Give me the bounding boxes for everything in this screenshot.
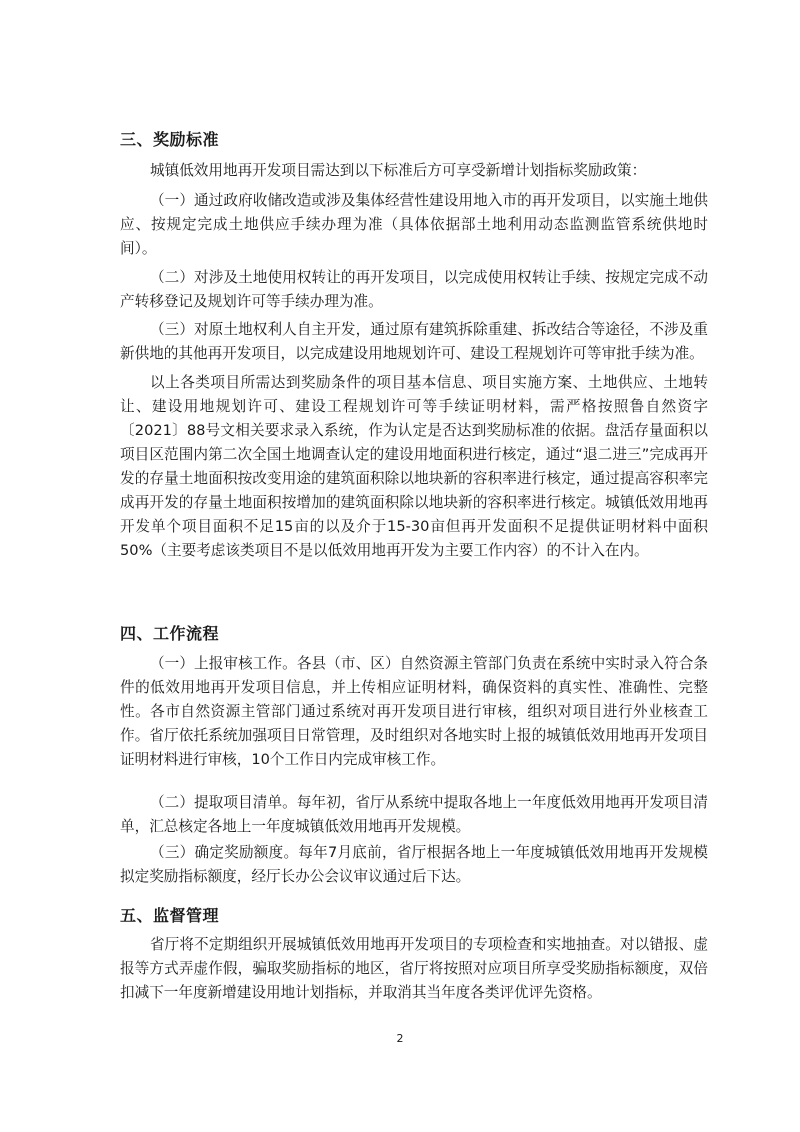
section-heading-workflow: 四、工作流程: [120, 624, 220, 643]
paragraph: （一）通过政府收储改造或涉及集体经营性建设用地入市的再开发项目，以实施土地供应、按规定完成土地供应手续办理为准（具体依据部土地利用动态监测监管系统供地时间）。: [120, 192, 708, 257]
paragraph: 以上各类项目所需达到奖励条件的项目基本信息、项目实施方案、土地供应、土地转让、建设用地规划许可、建设工程规划许可等手续证明材料，需严格按照鲁自然资字〔2021〕88号文相关要求录入系统，作为认定是否达到奖励标准的依据。盘活存量面积以项目区范围内第二次全国土地调查认定的建设用地面积进行核定，通过“退二进三”完成再开发的存量土地面积按改变用途的建筑面积除以地块新的容积率进行核定，通过提高容积率完成再开发的存量土地面积按增加的建筑面积除以地块新的容积率进行核定。城镇低效用地再开发单个项目面积不足15亩的以及介于15-30亩但再开发面积不足提供证明材料中面积50%（主要考虑该类项目不是以低效用地再开发为主要工作内容）的不计入在内。: [120, 374, 708, 559]
section-heading-supervision: 五、监督管理: [120, 906, 220, 925]
section-heading-reward-standards: 三、奖励标准: [120, 130, 220, 149]
paragraph: （二）提取项目清单。每年初，省厅从系统中提取各地上一年度低效用地再开发项目清单，汇总核定各地上一年度城镇低效用地再开发规模。: [120, 794, 708, 835]
paragraph: （三）对原土地权利人自主开发，通过原有建筑拆除重建、拆改结合等途径，不涉及重新供地的其他再开发项目，以完成建设用地规划许可、建设工程规划许可等审批手续为准。: [120, 321, 708, 362]
paragraph: （三）确定奖励额度。每年7月底前，省厅根据各地上一年度城镇低效用地再开发规模拟定奖励指标额度，经厅长办公会议审议通过后下达。: [120, 844, 708, 885]
paragraph: （一）上报审核工作。各县（市、区）自然资源主管部门负责在系统中实时录入符合条件的低效用地再开发项目信息，并上传相应证明材料，确保资料的真实性、准确性、完整性。各市自然资源主管部门通过系统对再开发项目进行审核，组织对项目进行外业核查工作。省厅依托系统加强项目日常管理，及时组织对各地实时上报的城镇低效用地再开发项目证明材料进行审核，10个工作日内完成审核工作。: [120, 655, 708, 768]
paragraph: （二）对涉及土地使用权转让的再开发项目，以完成使用权转让手续、按规定完成不动产转移登记及规划许可等手续办理为准。: [120, 269, 708, 310]
paragraph: 城镇低效用地再开发项目需达到以下标准后方可享受新增计划指标奖励政策：: [150, 162, 647, 179]
page-number: 2: [396, 1032, 404, 1045]
paragraph: 省厅将不定期组织开展城镇低效用地再开发项目的专项检查和实地抽查。对以错报、虚报等方式弄虚作假，骗取奖励指标的地区，省厅将按照对应项目所享受奖励指标额度，双倍扣减下一年度新增建设用地计划指标，并取消其当年度各类评优评先资格。: [120, 936, 708, 1001]
